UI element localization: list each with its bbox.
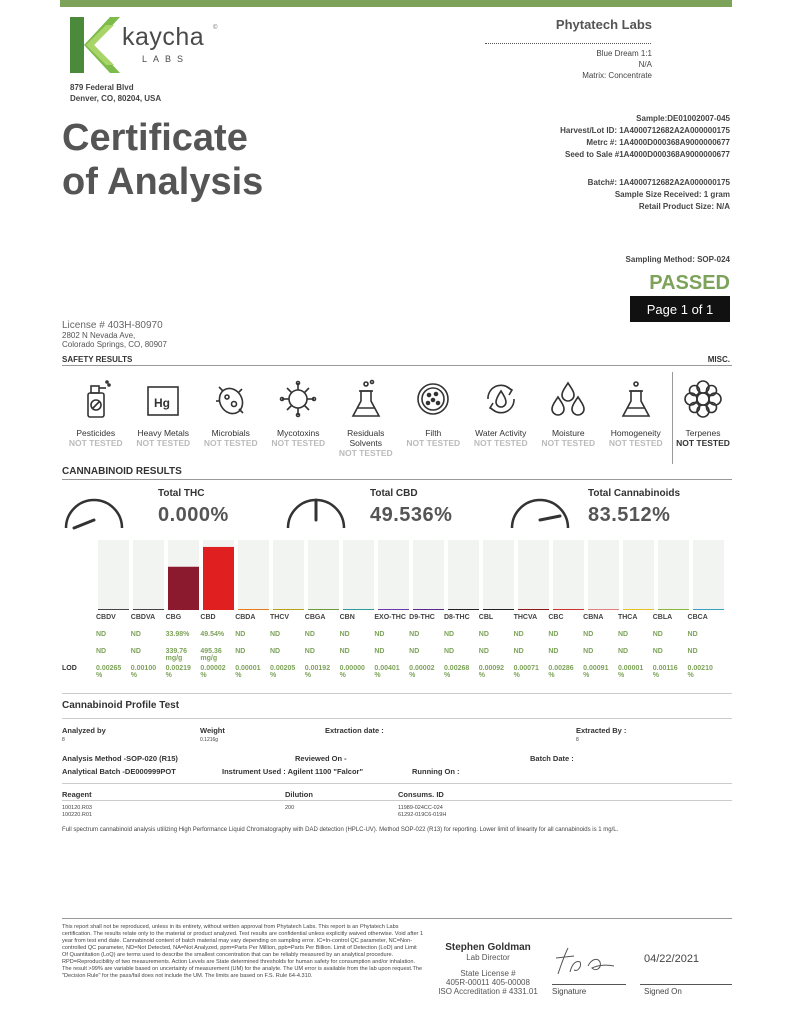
chart-bar-cbca (693, 609, 724, 610)
client-name: Phytatech Labs (555, 17, 652, 32)
sample-size: Sample Size Received: 1 gram (614, 190, 730, 199)
cannabinoid-percent: ND (130, 631, 141, 638)
client-divider (485, 43, 651, 44)
consums-id: 11989-024CC-024 (398, 805, 443, 811)
safety-item (400, 376, 468, 458)
disclaimer: This report shall not be reproduced, unless in its entirety, without written approval from Phytatech Labs. This report is an Phytatech Labs certification. The results relate only to the material or product analyzed. Test results are confidential unless explicitly waived otherwise. Void after 1 year from test end date. Cannabinoid content of batch material may vary depending on sampling error. IC=In-control QC parameter, NC=Non-controlled QC parameter, ND=Not Detected, NA=Not Analyzed, ppm=Parts Per Million, ppb=Parts Per Billion. Limit of Detection (LoD) and Limit Of Quantitation (LoQ) are terms used to describe the smallest concentration that can be reliably measured by an analytical procedure. RPD=Reproducibility of two measurements. Action Levels are State determined thresholds for human safety for consumption and/or inhalation. The result >99% are variable based on uncertainty of measurement (UM) for the analyte. The UM error is available from the lab upon request.The "Decision Rule" for the pass/fail does not include the UM. The limits are based on F.S. Rule 64-4.310. (62, 924, 424, 979)
signer-role: Lab Director (466, 953, 510, 962)
sampling-method: Sampling Method: SOP-024 (625, 255, 730, 264)
cannabinoid-name: CBDV (96, 614, 116, 621)
chart-bar-cbda (238, 609, 269, 610)
cannabinoid-mg: ND (304, 648, 315, 655)
chart-bar-cbd (203, 547, 234, 610)
batch-info (588, 177, 730, 213)
cannabinoid-mg: ND (339, 648, 350, 655)
cannabinoid-percent: 49.54% (200, 631, 225, 638)
chart-column-bg (343, 540, 374, 610)
safety-item (602, 376, 670, 458)
reagent-divider (62, 800, 732, 801)
chart-column-bg (658, 540, 689, 610)
lab-address-line: Denver, CO, 80204, USA (70, 94, 162, 103)
iso-accreditation: ISO Accreditation # 4331.01 (438, 987, 538, 996)
safety-item-status: NOT TESTED (203, 438, 258, 448)
reagent-id: 100220.R01 (62, 812, 92, 818)
spray-bottle-icon (81, 379, 111, 419)
reagent-divider-top (62, 783, 732, 784)
cannabinoid-lod: 0.00210 % (687, 665, 713, 679)
cannabinoid-name: CBLA (652, 614, 673, 621)
cannabinoid-name: THCVA (513, 614, 538, 621)
safety-item-name: Microbials (211, 428, 250, 438)
cannabinoid-percent: ND (304, 631, 315, 638)
chart-bar-cbdv (98, 609, 129, 610)
safety-results-heading: SAFETY RESULTS (62, 355, 133, 364)
extracted-by-label: Extracted By : (576, 726, 627, 735)
cannabinoid-percent: ND (617, 631, 629, 638)
title-line: Certificate (62, 117, 248, 159)
safety-item-name: Mycotoxins (276, 428, 320, 438)
client-info (582, 48, 652, 81)
method-note: Full spectrum cannabinoid analysis utilizing High Performance Liquid Chromatography with DAD detection (HPLC-UV). Method SOP-022 (R13) for reporting. Lower limit of linearity for all cannabinoids is 1 mg/L. (62, 827, 619, 833)
cannabinoid-name: CBCA (687, 614, 708, 621)
extraction-date-label: Extraction date : (325, 726, 384, 735)
cannabinoid-lod: 0.00401 % (374, 665, 400, 679)
cannabinoid-percent: ND (478, 631, 489, 638)
cannabinoid-mg: 339.76 mg/g (165, 648, 188, 662)
batch-number: Batch#: 1A4000712682A2A000000175 (587, 178, 730, 187)
safety-item-status: NOT TESTED (271, 438, 326, 448)
total-cannabinoids-value: 83.512% (588, 504, 671, 526)
page-indicator: Page 1 of 1 (630, 296, 730, 322)
cannabinoid-name: D9-THC (409, 614, 435, 621)
cannabinoid-mg: ND (409, 648, 420, 655)
cannabinoid-lod: 0.00205 % (269, 665, 296, 679)
cannabinoid-name: CBD (200, 614, 216, 621)
gauge-total-icon (508, 488, 572, 532)
weight-value: 0.1216g (200, 737, 219, 743)
cannabinoid-lod: 0.00286 % (548, 665, 574, 679)
metrc-id: Metrc #: 1A4000D000368A9000000677 (586, 138, 730, 147)
safety-item-status: NOT TESTED (338, 448, 393, 458)
footer-divider (62, 918, 732, 919)
analysis-method: Analysis Method -SOP-020 (R15) (62, 754, 178, 763)
safety-item-name: Water Activity (475, 428, 527, 438)
cannabinoid-mg: ND (583, 648, 594, 655)
chart-column-bg (308, 540, 339, 610)
chart-bar-cbg (168, 567, 199, 610)
safety-item-status: NOT TESTED (608, 438, 663, 448)
sample-ids (560, 113, 730, 161)
chart-bar-thcv (273, 609, 304, 610)
safety-item (62, 376, 130, 458)
mercury-icon (143, 379, 183, 419)
chart-column-bg (553, 540, 584, 610)
safety-results (62, 376, 670, 458)
state-license-label: State License # (460, 969, 516, 978)
safety-item-name: Homogeneity (610, 428, 661, 438)
cannabinoid-mg: ND (478, 648, 489, 655)
cannabinoid-lod: 0.00100 % (130, 665, 157, 679)
chart-bar-exo-thc (378, 609, 409, 610)
chart-bar-cbn (343, 609, 374, 610)
consums-list (398, 805, 446, 819)
cannabinoid-lod: 0.00091 % (583, 665, 609, 679)
cannabinoid-name: CBDA (235, 614, 256, 621)
cannabinoid-lod: 0.00002 % (409, 665, 435, 679)
chart-bar-d9-thc (413, 609, 444, 610)
product-name: Blue Dream 1:1 (596, 49, 652, 58)
cannabinoid-lod: 0.00001 % (617, 665, 644, 679)
petri-dish-icon (413, 379, 453, 419)
cannabinoid-mg: ND (513, 648, 524, 655)
cannabinoid-lod: 0.00219 % (165, 665, 191, 679)
matrix: Matrix: Concentrate (582, 71, 652, 80)
chart-column-bg (133, 540, 164, 610)
cannabinoid-lod: 0.00116 % (652, 665, 678, 679)
dilution-label: Dilution (285, 790, 313, 799)
misc-divider (672, 372, 673, 464)
weight-label: Weight (200, 726, 225, 735)
chart-bar-thcva (518, 609, 549, 610)
consums-id: 61292-019C6-019H (398, 812, 447, 818)
cannabinoid-percent: ND (513, 631, 524, 638)
chart-bar-d8-thc (448, 609, 479, 610)
cannabinoid-results-heading: CANNABINOID RESULTS (62, 466, 182, 477)
cannabinoid-percent: ND (374, 631, 385, 638)
cannabinoid-name: THCV (269, 614, 290, 621)
reagent-label: Reagent (62, 790, 92, 799)
license-number: License # 403H-80970 (62, 320, 163, 331)
cannabinoid-mg: ND (374, 648, 385, 655)
svg-text:Hg: Hg (154, 396, 171, 410)
totals-row (62, 488, 732, 532)
gauge-cbd-icon (284, 488, 348, 532)
safety-item-status: NOT TESTED (473, 438, 528, 448)
safety-item-status: NOT TESTED (136, 438, 191, 448)
cannabinoid-name: THCA (617, 614, 638, 621)
cannabinoid-name: CBNA (583, 614, 604, 621)
chart-bar-cbla (658, 609, 689, 610)
license-address (62, 331, 167, 349)
cannabinoid-percent: ND (652, 631, 663, 638)
chart-bar-thca (623, 609, 654, 610)
extracted-by-value: 8 (576, 737, 579, 743)
analyzed-by-label: Analyzed by (62, 726, 106, 735)
page-title (62, 116, 263, 204)
signature-label: Signature (552, 987, 587, 996)
virus-icon (278, 379, 318, 419)
cannabinoid-name: CBN (339, 614, 355, 621)
dilution-value: 200 (285, 805, 295, 811)
safety-item (197, 376, 265, 458)
logo-copyright-mark: © (213, 25, 218, 31)
product-na: N/A (638, 60, 652, 69)
cannabinoid-lod: 0.00092 % (478, 665, 505, 679)
logo-mark-icon (70, 17, 120, 73)
harvest-lot-id: Harvest/Lot ID: 1A4000712682A2A000000175 (560, 126, 730, 135)
logo-wordmark: kaycha (122, 23, 205, 51)
kaycha-logo (70, 17, 230, 77)
analytical-batch: Analytical Batch -DE000999POT (62, 767, 176, 776)
profile-heading: Cannabinoid Profile Test (62, 700, 180, 711)
cannabinoid-percent: ND (269, 631, 281, 638)
cannabinoid-name: CBDVA (130, 614, 156, 621)
chart-bar-cbc (553, 609, 584, 610)
cannabinoid-mg: ND (617, 648, 629, 655)
cannabinoid-percent: ND (548, 631, 559, 638)
running-on: Running On : (412, 767, 460, 776)
cannabinoid-bar-chart (96, 540, 726, 612)
profile-divider-top (62, 693, 732, 694)
cannabinoid-divider (62, 479, 732, 480)
cannabinoid-lod: 0.00000 % (339, 665, 365, 679)
cannabinoid-name: CBL (478, 614, 494, 621)
water-cycle-icon (481, 379, 521, 419)
cannabinoid-lod: 0.00001 % (235, 665, 261, 679)
license-address-line: 2802 N Nevada Ave, (62, 331, 136, 340)
terpenes-item (676, 376, 730, 449)
signer-name: Stephen Goldman (445, 942, 531, 953)
safety-item-name: Heavy Metals (137, 428, 189, 438)
total-cbd-label: Total CBD (370, 488, 418, 499)
chart-column-bg (273, 540, 304, 610)
cannabinoid-mg: ND (548, 648, 559, 655)
safety-item-name: Filth (425, 428, 442, 438)
safety-divider (62, 365, 732, 366)
cannabinoid-mg: ND (235, 648, 246, 655)
total-thc-label: Total THC (158, 488, 205, 499)
seed-to-sale-id: Seed to Sale #1A4000D000368A9000000677 (564, 150, 730, 159)
license-address-line: Colorado Springs, CO, 80907 (62, 340, 167, 349)
cannabinoid-name: EXO-THC (374, 614, 406, 621)
cannabinoid-percent: ND (235, 631, 246, 638)
gauge-thc-icon (62, 488, 126, 532)
safety-item-status: NOT TESTED (68, 438, 123, 448)
cannabinoid-name: CBC (548, 614, 564, 621)
reagent-id: 100120.R03 (62, 805, 92, 811)
reagent-list (62, 805, 92, 819)
signed-on-label: Signed On (644, 987, 682, 996)
chart-column-bg (238, 540, 269, 610)
retail-size: Retail Product Size: N/A (638, 202, 730, 211)
chart-column-bg (693, 540, 724, 610)
cannabinoid-table (62, 614, 732, 682)
signer-block (436, 942, 540, 996)
terpenes-status: NOT TESTED (676, 438, 730, 448)
cannabinoid-lod: 0.00192 % (304, 665, 331, 679)
cannabinoid-name: D8-THC (443, 614, 470, 621)
analyzed-by-value: 8 (62, 737, 65, 743)
cannabinoid-percent: ND (687, 631, 698, 638)
safety-item-name: Moisture (551, 428, 585, 438)
total-cbd-value: 49.536% (370, 504, 453, 526)
cannabinoid-percent: 33.98% (165, 631, 190, 638)
cannabinoid-percent: ND (339, 631, 350, 638)
microbe-icon (211, 379, 251, 419)
cannabinoid-percent: ND (409, 631, 420, 638)
signed-on-line (640, 984, 732, 985)
cannabinoid-percent: ND (583, 631, 594, 638)
chart-column-bg (448, 540, 479, 610)
safety-item (265, 376, 333, 458)
chart-column-bg (413, 540, 444, 610)
cannabinoid-mg: ND (687, 648, 698, 655)
passed-status: PASSED (649, 272, 730, 294)
cannabinoid-mg: ND (443, 648, 455, 655)
cannabinoid-lod: 0.00265 % (96, 665, 122, 679)
chart-bar-cbga (308, 609, 339, 610)
logo-labs: LABS (142, 54, 190, 64)
top-accent-bar (60, 0, 732, 7)
safety-item-name: Pesticides (76, 428, 116, 438)
chart-column-bg (483, 540, 514, 610)
signature-image (552, 944, 622, 980)
misc-heading: MISC. (707, 355, 730, 364)
cannabinoid-mg: 495.36 mg/g (200, 648, 222, 662)
cannabinoid-mg: ND (96, 648, 107, 655)
cannabinoid-mg: ND (130, 648, 141, 655)
sample-id: Sample:DE01002007-045 (636, 114, 730, 123)
safety-item (535, 376, 603, 458)
cannabinoid-mg: ND (652, 648, 663, 655)
lab-address-line: 879 Federal Blvd (70, 83, 134, 92)
chart-bar-cbdva (133, 609, 164, 610)
safety-item-status: NOT TESTED (406, 438, 461, 448)
batch-date: Batch Date : (530, 754, 574, 763)
cannabinoid-lod: 0.00002 % (200, 665, 226, 679)
beaker-icon (619, 379, 653, 419)
safety-item-name: Residuals Solvents (347, 428, 385, 448)
terpenes-name: Terpenes (685, 428, 721, 438)
terpene-flower-icon (683, 379, 723, 419)
safety-item (332, 376, 400, 458)
cannabinoid-percent: ND (96, 631, 107, 638)
safety-item (130, 376, 198, 458)
consums-label: Consums. ID (398, 790, 444, 799)
chart-column-bg (518, 540, 549, 610)
total-thc-value: 0.000% (158, 504, 229, 526)
lod-label: LOD (62, 665, 77, 672)
cannabinoid-percent: ND (443, 631, 455, 638)
safety-item (467, 376, 535, 458)
title-line: of Analysis (62, 161, 264, 203)
cannabinoid-lod: 0.00071 % (513, 665, 539, 679)
profile-divider (62, 718, 732, 719)
cannabinoid-name: CBGA (304, 614, 326, 621)
flask-icon (349, 379, 383, 419)
lab-address (70, 82, 161, 104)
cannabinoid-lod: 0.00268 % (443, 665, 470, 679)
cannabinoid-mg: ND (269, 648, 281, 655)
safety-item-status: NOT TESTED (541, 438, 596, 448)
reviewed-on: Reviewed On - (295, 754, 347, 763)
instrument-used: Instrument Used : Agilent 1100 "Falcor" (222, 767, 364, 776)
chart-bar-cbna (588, 609, 619, 610)
signed-date: 04/22/2021 (644, 953, 700, 965)
chart-column-bg (98, 540, 129, 610)
chart-column-bg (378, 540, 409, 610)
cannabinoid-name: CBG (165, 614, 182, 621)
chart-column-bg (588, 540, 619, 610)
total-cannabinoids-label: Total Cannabinoids (588, 488, 681, 499)
license-numbers: 405R-00011 405-00008 (446, 978, 530, 987)
chart-column-bg (623, 540, 654, 610)
chart-bar-cbl (483, 609, 514, 610)
signature-line (552, 984, 626, 985)
droplets-icon (548, 379, 588, 419)
